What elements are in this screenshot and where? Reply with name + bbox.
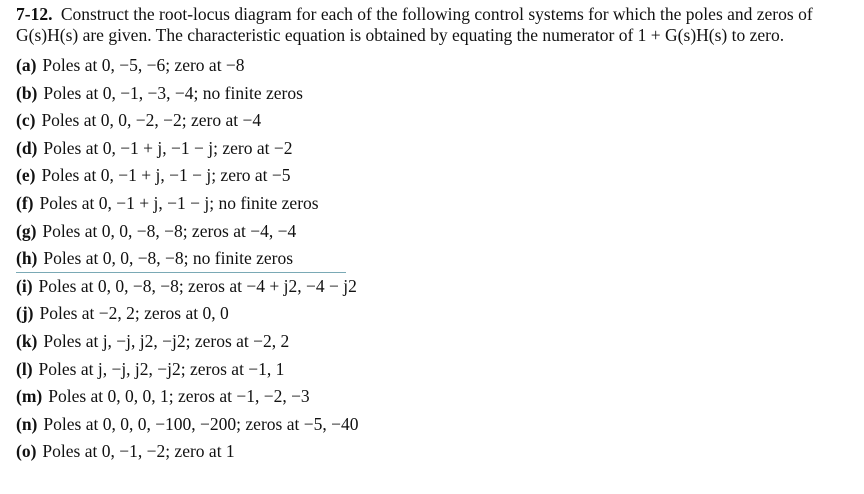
part-f [16,190,856,218]
part-label: (m) [16,386,43,407]
part-text: Poles at 0, 0, 0, 1; zeros at −1, −2, −3 [48,386,310,407]
part-i [16,273,856,301]
part-l [16,356,856,384]
part-label: (d) [16,137,38,158]
part-text: Poles at 0, −1 + j, −1 − j; zero at −5 [41,165,291,186]
part-a [16,52,856,80]
part-d [16,135,856,163]
parts-list [16,52,856,466]
part-text: Poles at 0, −1 + j, −1 − j; no finite zeros [39,192,319,213]
part-g [16,218,856,246]
problem-statement [16,4,856,46]
part-text: Poles at −2, 2; zeros at 0, 0 [39,303,229,324]
part-label: (n) [16,413,38,434]
problem-number: 7-12. [16,4,53,24]
part-text: Poles at j, −j, j2, −j2; zeros at −2, 2 [43,330,290,351]
part-j [16,300,856,328]
part-label: (c) [16,110,36,131]
part-c [16,107,856,135]
part-label: (g) [16,220,37,241]
scan-divider-line [16,272,346,273]
part-text: Poles at 0, −1 + j, −1 − j; zero at −2 [43,137,293,158]
part-o [16,438,856,466]
part-b [16,80,856,108]
part-label: (o) [16,441,37,462]
part-text: Poles at 0, −1, −3, −4; no finite zeros [43,82,303,103]
part-label: (h) [16,248,38,269]
part-n [16,411,856,439]
part-text: Poles at 0, 0, −8, −8; zeros at −4, −4 [42,220,297,241]
part-label: (k) [16,330,38,351]
part-label: (b) [16,82,38,103]
problem-text: Construct the root-locus diagram for each of the following control systems for which the poles and zeros of G(s)H(s) are given. The characteristic equation is obtained by equating the numerator of 1 + G(s)H(s) to zero. [16,4,813,45]
part-text: Poles at 0, −5, −6; zero at −8 [42,55,245,75]
part-text: Poles at 0, 0, 0, −100, −200; zeros at −5, −40 [43,413,359,434]
part-label: (i) [16,275,33,296]
problem-7-12 [16,4,856,466]
part-label: (j) [16,303,34,324]
part-label: (f) [16,192,34,213]
part-m [16,383,856,411]
part-text: Poles at j, −j, j2, −j2; zeros at −1, 1 [38,358,285,379]
part-text: Poles at 0, 0, −8, −8; zeros at −4 + j2, −4 − j2 [38,275,357,296]
part-text: Poles at 0, 0, −8, −8; no finite zeros [43,248,294,269]
part-label: (e) [16,165,36,186]
part-text: Poles at 0, −1, −2; zero at 1 [42,441,235,462]
part-label: (l) [16,358,33,379]
part-text: Poles at 0, 0, −2, −2; zero at −4 [41,110,262,131]
part-k [16,328,856,356]
part-label: (a) [16,55,37,75]
part-h [16,245,856,273]
part-e [16,162,856,190]
